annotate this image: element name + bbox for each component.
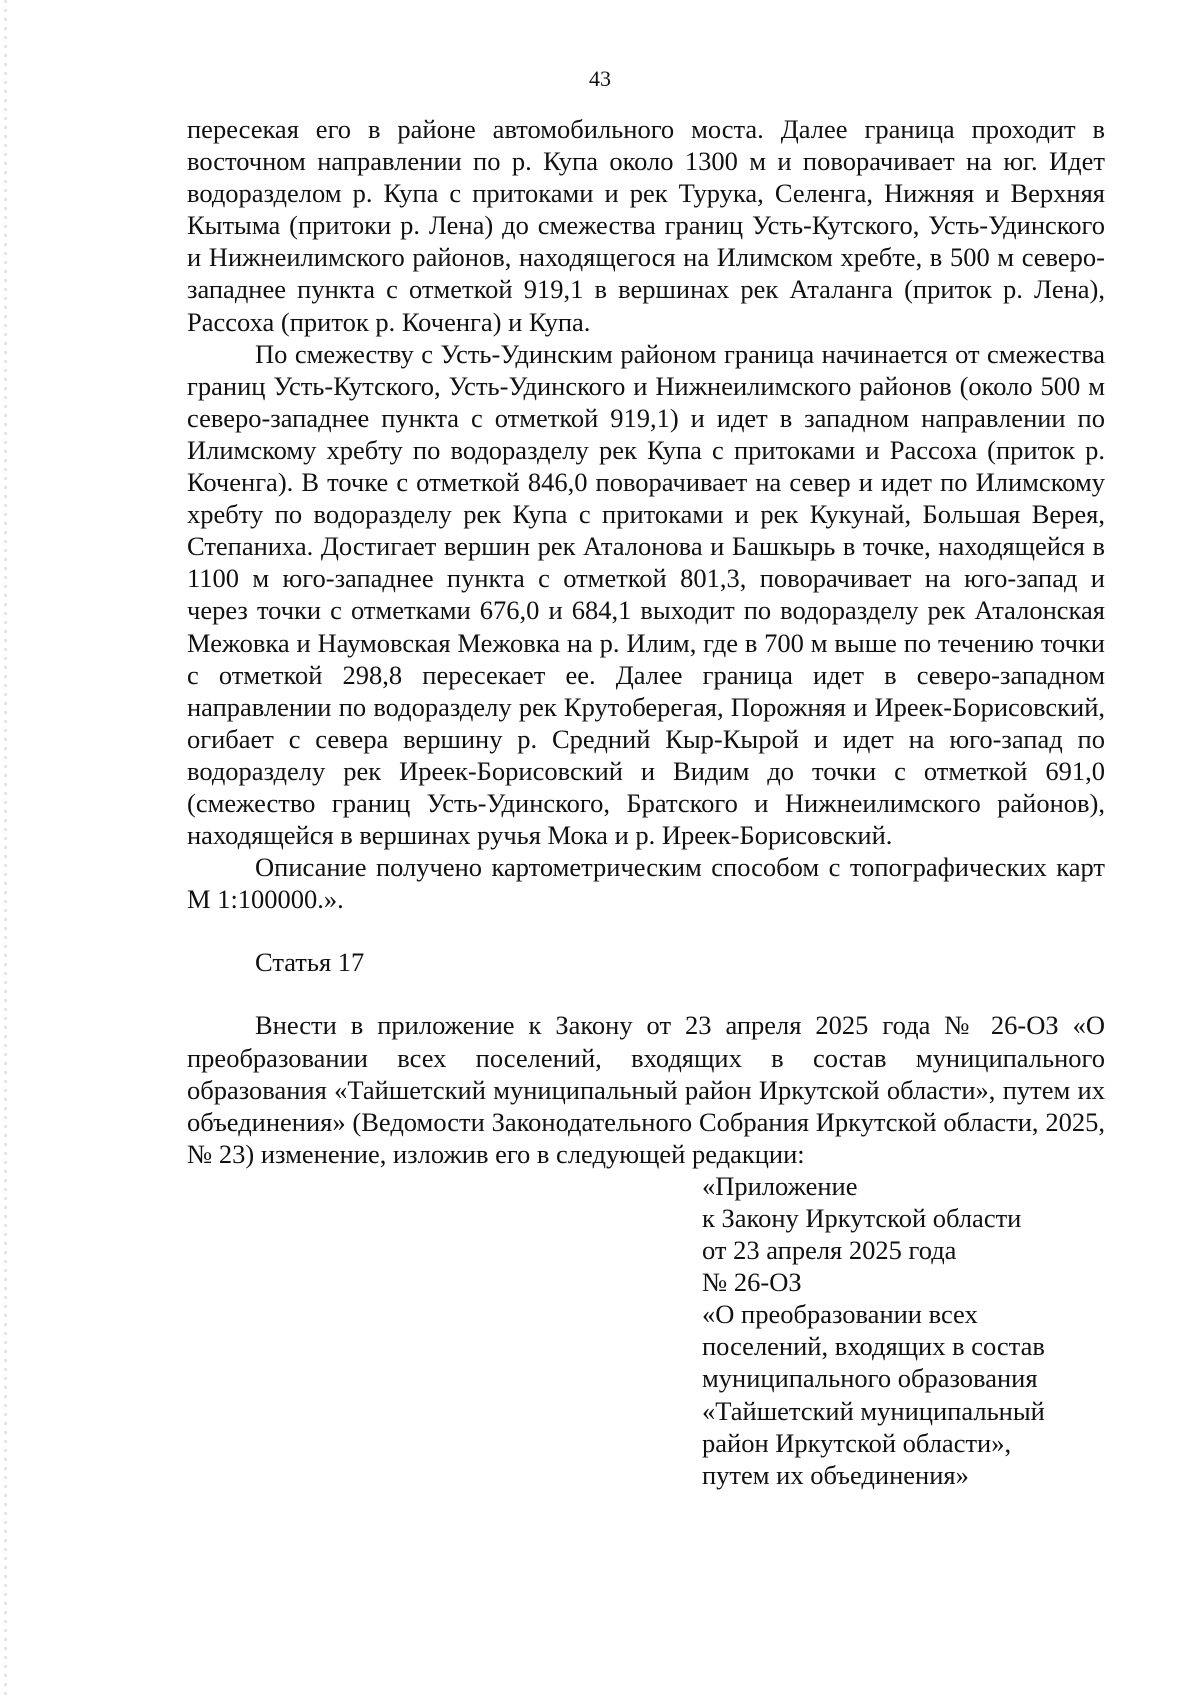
- annex-line: к Закону Иркутской области: [702, 1203, 1022, 1233]
- annex-line: «Приложение: [702, 1170, 858, 1201]
- annex-line: путем их объединения»: [702, 1459, 969, 1490]
- annex-line: район Иркутской области»,: [702, 1427, 1012, 1458]
- annex-line: от 23 апреля 2025 года: [702, 1235, 957, 1266]
- annex-line: «Тайшетский муниципальный: [702, 1395, 1045, 1426]
- annex-line: муниципального образования: [702, 1363, 1038, 1394]
- annex-line: № 26-ОЗ: [702, 1267, 802, 1298]
- annex-line: «О преобразовании всех: [702, 1299, 978, 1330]
- scan-edge-marks: [4, 0, 7, 1695]
- annex-line: поселений, входящих в состав: [702, 1331, 1045, 1362]
- document-body: [187, 113, 1105, 1491]
- paragraph-ust-uda-boundary: По смежеству с Усть-Удинским районом граница начинается от смежества границ Усть-Кутского, Усть-Удинского и Нижнеилимского районов (около 500 м северо-западнее пункта с отметкой 919,1) и идет в западном направлении по Илимскому хребту по водоразделу рек Купа с притоками и Рассоха (приток р. Коченга). В точке с отметкой 846,0 поворачивает на север и идет по Илимскому хребту по водоразделу рек Купа с притоками и рек Кукунай, Большая Верея, Степаниха. Достигает вершин рек Аталонова и Башкырь в точке, находящейся в 1100 м юго-западнее пункта с отметкой 801,3, поворачивает на юго-запад и через точки с отметками 676,0 и 684,1 выходит по водоразделу рек Аталонская Межовка и Наумовская Межовка на р. Илим, где в 700 м выше по течению точки с отметкой 298,8 пересекает ее. Далее граница идет в северо-западном направлении по водоразделу рек Крутоберегая, Порожняя и Иреек-Борисовский, огибает с севера вершину р. Средний Кыр-Кырой и идет на юго-запад по водоразделу рек Иреек-Борисовский и Видим до точки с отметкой 691,0 (смежество границ Усть-Удинского, Братского и Нижнеилимского районов), находящейся в вершинах ручья Мока и р. Иреек-Борисовский.: [187, 338, 1105, 851]
- paragraph-method-note: Описание получено картометрическим способом с топографических карт М 1:100000.».: [187, 852, 1105, 915]
- annex-header-block: [702, 1170, 1105, 1491]
- page-number: 43: [589, 66, 611, 91]
- article-heading: Статья 17: [255, 947, 365, 978]
- paragraph-boundary-end: пересекая его в районе автомобильного моста. Далее граница проходит в восточном направлении по р. Купа около 1300 м и поворачивает на юг. Идет водоразделом р. Купа с притоками и рек Турука, Селенга, Нижняя и Верхняя Кытыма (притоки р. Лена) до смежества границ Усть-Кутского, Усть-Удинского и Нижнеилимского районов, находящегося на Илимском хребте, в 500 м северо-западнее пункта с отметкой 919,1 в вершинах рек Аталанга (приток р. Лена), Рассоха (приток р. Коченга) и Купа.: [187, 114, 1105, 337]
- paragraph-amendment: Внести в приложение к Закону от 23 апреля 2025 года № 26-ОЗ «О преобразовании всех поселений, входящих в состав муниципального образования «Тайшетский муниципальный район Иркутской области», путем их объединения» (Ведомости Законодательного Собрания Иркутской области, 2025, № 23) изменение, изложив его в следующей редакции:: [187, 1010, 1105, 1169]
